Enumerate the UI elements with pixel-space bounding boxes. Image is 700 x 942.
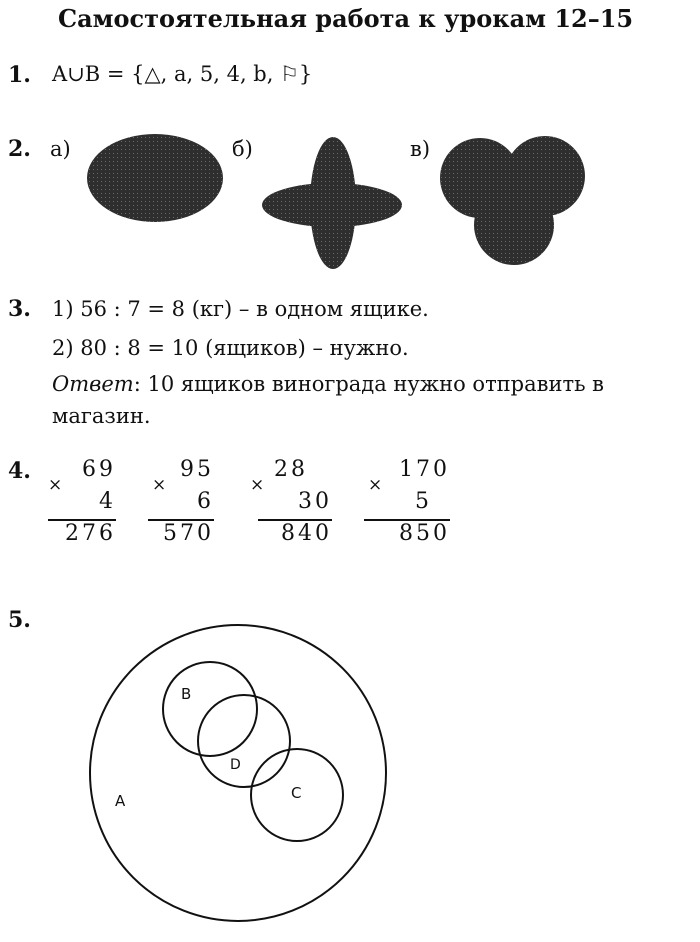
mul-1-sign: × <box>48 475 63 495</box>
venn-circle-a <box>90 625 386 921</box>
mul-3-result: 840 <box>281 521 332 546</box>
venn-label-b: B <box>181 685 192 703</box>
answer-text: : 10 ящиков винограда нужно отправить в <box>133 372 605 396</box>
multiplication-1 <box>44 455 116 545</box>
answer-label: Ответ <box>52 372 134 396</box>
mul-4-b: 5 <box>415 489 432 514</box>
mul-2-b: 6 <box>197 489 214 514</box>
page-title: Самостоятельная работа к урокам 12–15 <box>58 4 634 33</box>
multiplication-4 <box>364 455 450 545</box>
task-1-number: 1. <box>8 62 31 88</box>
mul-2-result: 570 <box>163 521 214 546</box>
task-3-answer <box>52 372 604 396</box>
task-2-label-b: б) <box>232 137 253 161</box>
mul-4-sign: × <box>368 475 383 495</box>
mul-1-a: 69 <box>82 457 116 482</box>
task-1-expression: A∪B = {△, a, 5, 4, b, ⚐} <box>52 62 313 86</box>
venn-label-c: C <box>291 784 302 802</box>
mul-1-b: 4 <box>99 489 116 514</box>
figure-v-three-circles <box>440 136 585 265</box>
mul-2-a: 95 <box>180 457 214 482</box>
mul-4-a: 170 <box>399 457 450 482</box>
task-3-number: 3. <box>8 296 31 322</box>
mul-3-sign: × <box>250 475 265 495</box>
venn-diagram <box>90 625 386 921</box>
venn-label-d: D <box>230 757 241 773</box>
task-3-line-1: 1) 56 : 7 = 8 (кг) – в одном ящике. <box>52 297 429 321</box>
multiplication-3 <box>246 455 332 545</box>
task-3-line-2: 2) 80 : 8 = 10 (ящиков) – нужно. <box>52 336 409 360</box>
figure-a-ellipse <box>87 134 223 222</box>
mul-3-b: 30 <box>298 489 332 514</box>
task-4-number: 4. <box>8 458 31 484</box>
mul-1-result: 276 <box>65 521 116 546</box>
mul-4-result: 850 <box>399 521 450 546</box>
task-2-number: 2. <box>8 136 31 162</box>
task-2-label-v: в) <box>410 137 431 161</box>
figure-b-cross-ellipses <box>262 137 402 269</box>
mul-3-a: 28 <box>274 457 308 482</box>
mul-2-sign: × <box>152 475 167 495</box>
multiplication-2 <box>148 455 214 545</box>
task-3-answer-cont: магазин. <box>52 404 151 428</box>
task-2-label-a: а) <box>50 137 71 161</box>
venn-label-a: A <box>115 792 126 810</box>
task-5-number: 5. <box>8 607 31 633</box>
